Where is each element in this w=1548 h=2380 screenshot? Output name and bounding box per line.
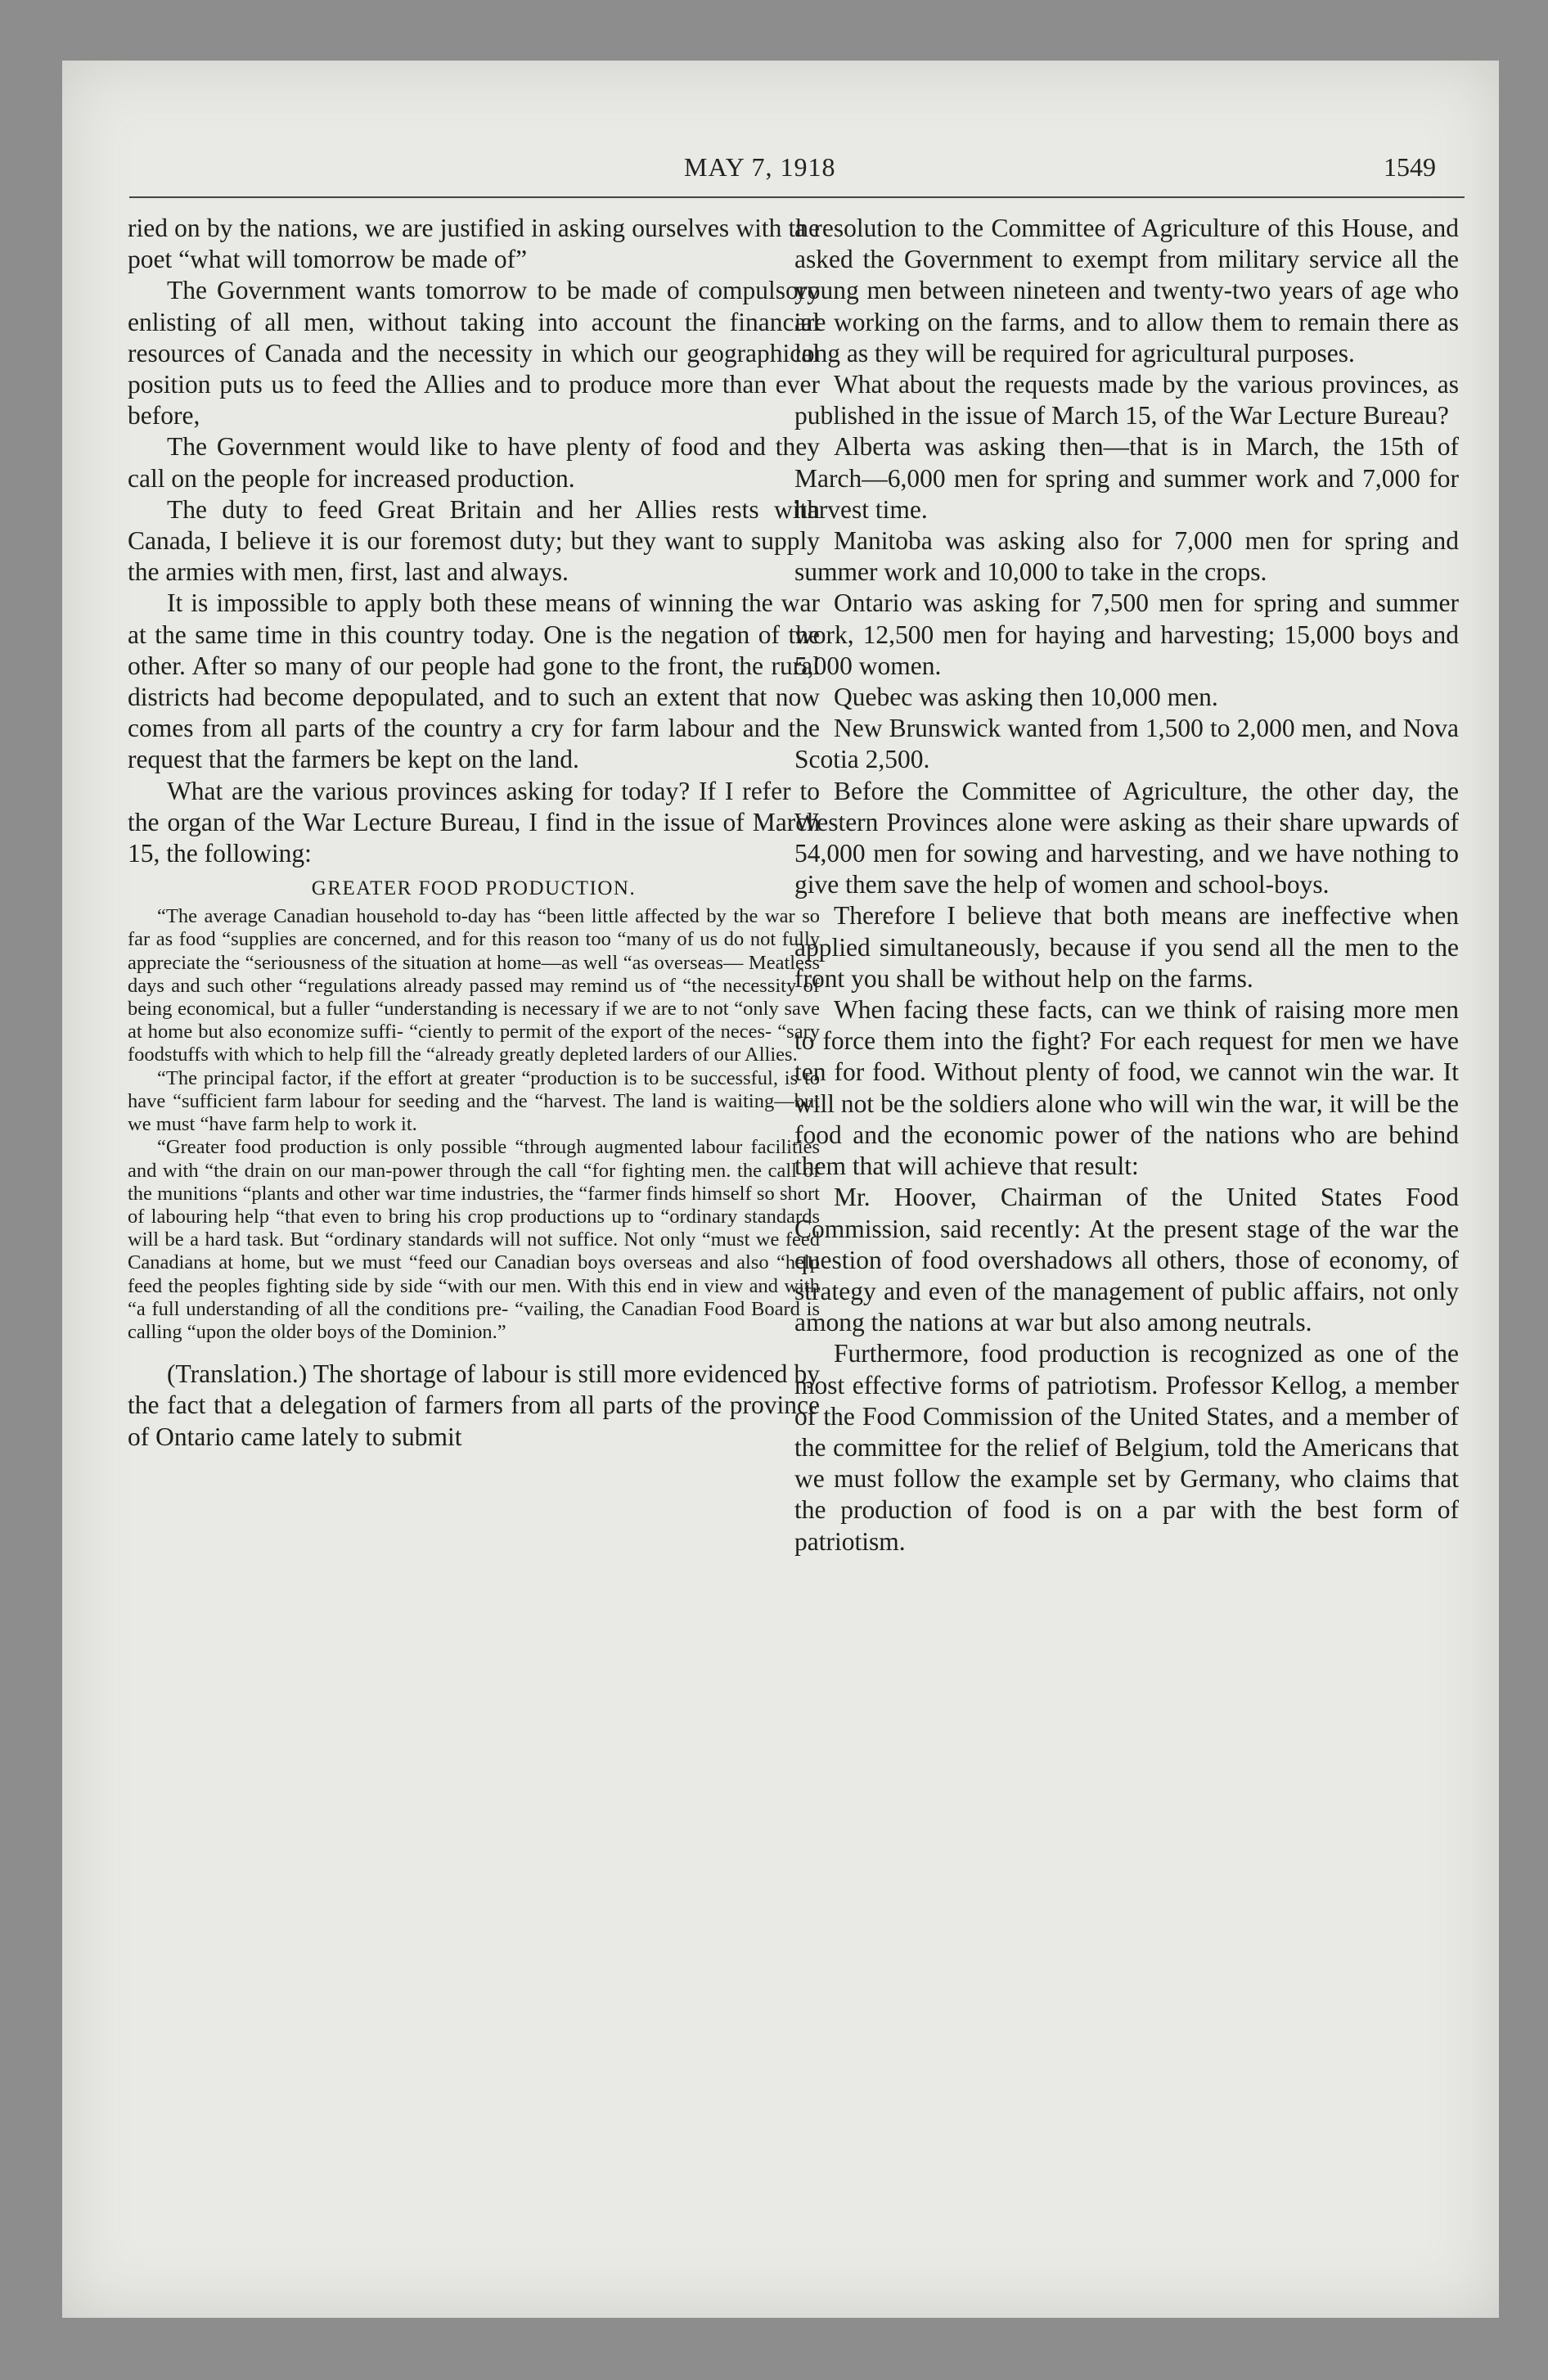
right-paragraph-12: Furthermore, food production is recognized as one of the most effective forms of patriotism. Professor Kellog, a member of the Food Commission of the United States, and a member of the committee for the relief of Belgium, told the Americans that we must follow the example set by Germany, who claims that the production of food is on a par with the best form of patriotism.: [794, 1339, 1459, 1556]
left-column: [128, 213, 820, 1453]
newspaper-page: [62, 61, 1499, 2318]
left-paragraph-5: It is impossible to apply both these means of winning the war at the same time in this country today. One is the negation of the other. After so many of our people had gone to the front, the rural districts had become depopulated, and to such an extent that now comes from all parts of the country a cry for farm labour and the request that the farmers be kept on the land.: [128, 588, 820, 774]
left-closing-paragraph: (Translation.) The shortage of labour is still more evidenced by the fact that a delegation of farmers from all parts of the province of Ontario came lately to submit: [128, 1359, 820, 1451]
right-paragraph-9: Therefore I believe that both means are ineffective when applied simultaneously, because if you send all the men to the front you shall be without help on the farms.: [794, 901, 1459, 993]
page-header: [62, 152, 1499, 193]
right-paragraph-1: a resolution to the Committee of Agriculture of this House, and asked the Government to exempt from military service all the young men between nineteen and twenty-two years of age who are working on the farms, and to allow them to remain there as long as they will be required for agricultural purposes.: [794, 214, 1459, 367]
right-paragraph-3: Alberta was asking then—that is in March, the 15th of March—6,000 men for spring and summer work and 7,000 for harvest time.: [794, 432, 1459, 524]
left-paragraph-2: The Government wants tomorrow to be made of compulsory enlisting of all men, without taking into account the financial resources of Canada and the necessity in which our geographical position puts us to feed the Allies and to produce more than ever before,: [128, 276, 820, 430]
right-paragraph-4: Manitoba was asking also for 7,000 men for spring and summer work and 10,000 to take in the crops.: [794, 526, 1459, 587]
quote-heading: GREATER FOOD PRODUCTION.: [311, 877, 637, 900]
right-paragraph-2: What about the requests made by the various provinces, as published in the issue of March 15, of the War Lecture Bureau?: [794, 370, 1459, 430]
right-paragraph-7: New Brunswick wanted from 1,500 to 2,000 men, and Nova Scotia 2,500.: [794, 714, 1459, 774]
left-paragraph-1: ried on by the nations, we are justified in asking ourselves with the poet “what will tomorrow be made of”: [128, 214, 820, 274]
left-paragraph-3: The Government would like to have plenty of food and they call on the people for increased production.: [128, 432, 820, 493]
quoted-article: [128, 905, 820, 1344]
header-date: MAY 7, 1918: [684, 152, 836, 182]
right-paragraph-6: Quebec was asking then 10,000 men.: [834, 683, 1218, 712]
quote-paragraph-1: “The average Canadian household to-day has “been little affected by the war so far as food “supplies are concerned, and for this reason too “many of us do not fully appreciate the “seriousness of the situation at home—as well “as overseas— Meatless days and such other “regulations already passed may remind us of “the necessity of being economical, but a fuller “understanding is necessary if we are to not “only save at home but also economize suffi- “ciently to permit of the export of the neces- “sary foodstuffs with which to help fill the “already greatly depleted larders of our Allies.: [128, 905, 820, 1066]
left-paragraph-6: What are the various provinces asking for today? If I refer to the organ of the War Lecture Bureau, I find in the issue of March 15, the following:: [128, 776, 820, 868]
right-paragraph-5: Ontario was asking for 7,500 men for spring and summer work, 12,500 men for haying and harvesting; 15,000 boys and 5,000 women.: [794, 588, 1459, 680]
quote-paragraph-2: “The principal factor, if the effort at greater “production is to be successful, is to have “sufficient farm labour for seeding and the “harvest. The land is waiting—but we must “have farm help to work it.: [128, 1066, 820, 1136]
header-page-number: 1549: [1384, 152, 1436, 182]
right-column: [794, 213, 1459, 1557]
header-rule: [129, 196, 1465, 198]
right-paragraph-11: Mr. Hoover, Chairman of the United States Food Commission, said recently: At the present stage of the war the question of food overshadows all others, those of economy, of strategy and even of the management of public affairs, not only among the nations at war but also among neutrals.: [794, 1183, 1459, 1337]
left-paragraph-4: The duty to feed Great Britain and her Allies rests with Canada, I believe it is our foremost duty; but they want to supply the armies with men, first, last and always.: [128, 494, 820, 587]
quote-paragraph-3: “Greater food production is only possible “through augmented labour facilities and with “the drain on our man-power through the call “for fighting men. the call of the munitions “plants and other war time industries, the “farmer finds himself so short of labouring help “that even to bring his crop productions up to “ordinary standards will be a hard task. But “ordinary standards will not suffice. Not only “must we feed Canadians at home, but we must “feed our Canadian boys overseas and also “help feed the peoples fighting side by side “with our men. With this end in view and with “a full understanding of all the conditions pre- “vailing, the Canadian Food Board is calling “upon the older boys of the Dominion.”: [128, 1136, 820, 1343]
right-paragraph-8: Before the Committee of Agriculture, the other day, the Western Provinces alone were asking as their share upwards of 54,000 men for sowing and harvesting, and we have nothing to give them save the help of women and school-boys.: [794, 776, 1459, 899]
right-paragraph-10: When facing these facts, can we think of raising more men to force them into the fight? For each request for men we have ten for food. Without plenty of food, we cannot win the war. It will not be the soldiers alone who will win the war, it will be the food and the economic power of the nations who are behind them that will achieve that result:: [794, 995, 1459, 1181]
